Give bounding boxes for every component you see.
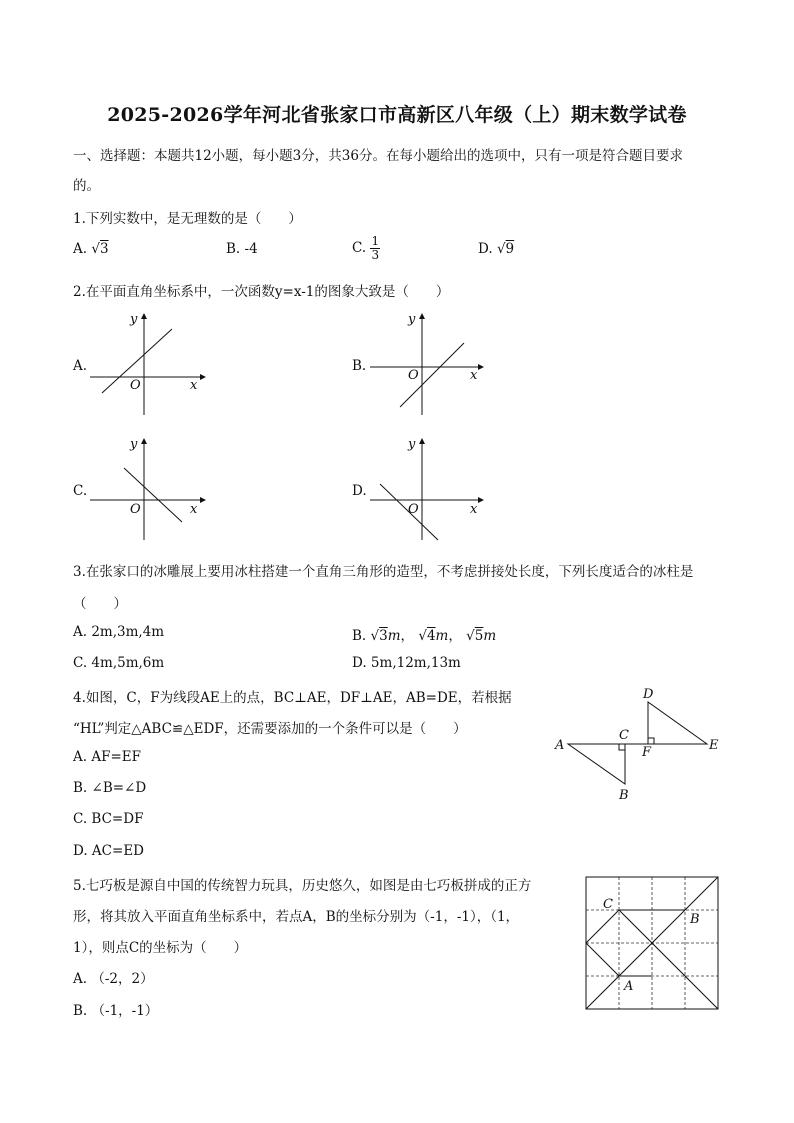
x-axis-label: x <box>470 368 478 383</box>
q4-option-c[interactable]: C. BC=DF <box>73 811 144 827</box>
question-3-stem-line1: 3.在张家口的冰雕展上要用冰柱搭建一个直角三角形的造型，不考虑拼接处长度，下列长度适合的冰柱是 <box>73 564 694 580</box>
y-axis-label: y <box>130 312 138 327</box>
q1-option-a[interactable] <box>73 241 109 257</box>
label-c: C <box>603 897 613 912</box>
q4-triangles-figure <box>552 686 722 802</box>
label-b: B <box>619 788 629 803</box>
origin-label: O <box>408 502 419 517</box>
q5-tangram-figure <box>586 877 726 1012</box>
radicand: 5 <box>474 628 484 644</box>
q2-graph-d <box>370 437 485 540</box>
x-axis-label: x <box>470 502 478 517</box>
fraction <box>370 235 380 262</box>
origin-label: O <box>130 502 141 517</box>
question-5-stem-line1: 5.七巧板是源自中国的传统智力玩具，历史悠久，如图是由七巧板拼成的正方 <box>73 878 532 894</box>
question-1-stem: 1.下列实数中，是无理数的是（ ） <box>73 211 302 227</box>
y-axis-label: y <box>130 437 138 452</box>
label-c: C <box>619 728 629 743</box>
sqrt-sign: √9 <box>496 241 515 257</box>
sqrt-4m: √4m <box>418 628 449 644</box>
q3-option-b[interactable]: B. √3m， √4m， √5m <box>352 628 497 644</box>
label-a: A <box>624 979 634 994</box>
q2-graph-a <box>90 312 205 415</box>
label-e: E <box>709 738 719 753</box>
q2-option-b-label[interactable]: B. <box>352 358 367 374</box>
numerator: 1 <box>371 234 380 248</box>
question-5-stem-line3: 1），则点C的坐标为（ ） <box>73 940 248 956</box>
option-letter: B. <box>352 628 367 644</box>
sqrt-sign: √3 <box>91 241 109 257</box>
x-axis-label: x <box>190 378 198 393</box>
question-4-stem-line2: “HL”判定△ABC≌△EDF，还需要添加的一个条件可以是（ ） <box>73 721 467 737</box>
q2-option-d-label[interactable]: D. <box>352 483 367 499</box>
label-f: F <box>642 745 652 760</box>
q2-option-a-label[interactable]: A. <box>73 358 88 374</box>
radicand: 4 <box>426 628 436 644</box>
unit: m <box>387 628 401 644</box>
option-letter: D. <box>478 241 493 257</box>
section-heading-line1: 一、选择题：本题共12小题，每小题3分，共36分。在每小题给出的选项中，只有一项是符合题目要求 <box>73 148 683 164</box>
option-letter: B. <box>226 241 241 257</box>
question-5-stem-line2: 形，将其放入平面直角坐标系中，若点A，B的坐标分别为（-1，-1），（1， <box>73 909 520 925</box>
question-2-stem: 2.在平面直角坐标系中，一次函数y=x-1的图象大致是（ ） <box>73 284 450 300</box>
label-d: D <box>643 687 654 702</box>
denominator: 3 <box>371 248 380 262</box>
q1-option-b[interactable] <box>226 241 258 257</box>
q3-option-a[interactable]: A. 2m,3m,4m <box>73 624 165 640</box>
option-text: -4 <box>244 241 258 257</box>
q3-option-d[interactable]: D. 5m,12m,13m <box>352 655 461 671</box>
origin-label: O <box>130 378 141 393</box>
sqrt-5m: √5m <box>466 628 497 644</box>
x-axis-label: x <box>190 502 198 517</box>
label-b: B <box>690 912 700 927</box>
exam-title: 2025-2026学年河北省张家口市高新区八年级（上）期末数学试卷 <box>107 104 687 126</box>
q4-option-b[interactable]: B. ∠B=∠D <box>73 780 147 796</box>
sqrt-3m: √3m <box>370 628 401 644</box>
origin-label: O <box>408 368 419 383</box>
q4-option-a[interactable]: A. AF=EF <box>73 749 141 765</box>
label-a: A <box>555 738 565 753</box>
question-4-stem-line1: 4.如图，C，F为线段AE上的点，BC⊥AE，DF⊥AE，AB=DE，若根据 <box>73 690 512 706</box>
unit: m <box>435 628 449 644</box>
question-3-stem-line2: （ ） <box>73 596 127 612</box>
y-axis-label: y <box>408 437 416 452</box>
option-letter: C. <box>352 240 367 256</box>
y-axis-label: y <box>408 312 416 327</box>
option-letter: A. <box>73 241 88 257</box>
q5-option-a[interactable]: A. （-2，2） <box>73 971 154 987</box>
q5-option-b[interactable]: B. （-1，-1） <box>73 1003 159 1019</box>
q2-graph-c <box>90 437 205 540</box>
q4-option-d[interactable]: D. AC=ED <box>73 843 144 859</box>
q1-option-c[interactable] <box>352 235 380 262</box>
unit: m <box>483 628 497 644</box>
q3-option-c[interactable]: C. 4m,5m,6m <box>73 655 165 671</box>
q2-graph-b <box>370 312 485 415</box>
section-heading-line2: 的。 <box>73 178 100 194</box>
radicand: 3 <box>379 628 388 644</box>
radicand: 3 <box>99 241 109 257</box>
radicand: 9 <box>505 241 515 257</box>
q2-option-c-label[interactable]: C. <box>73 483 88 499</box>
q1-option-d[interactable] <box>478 241 514 257</box>
